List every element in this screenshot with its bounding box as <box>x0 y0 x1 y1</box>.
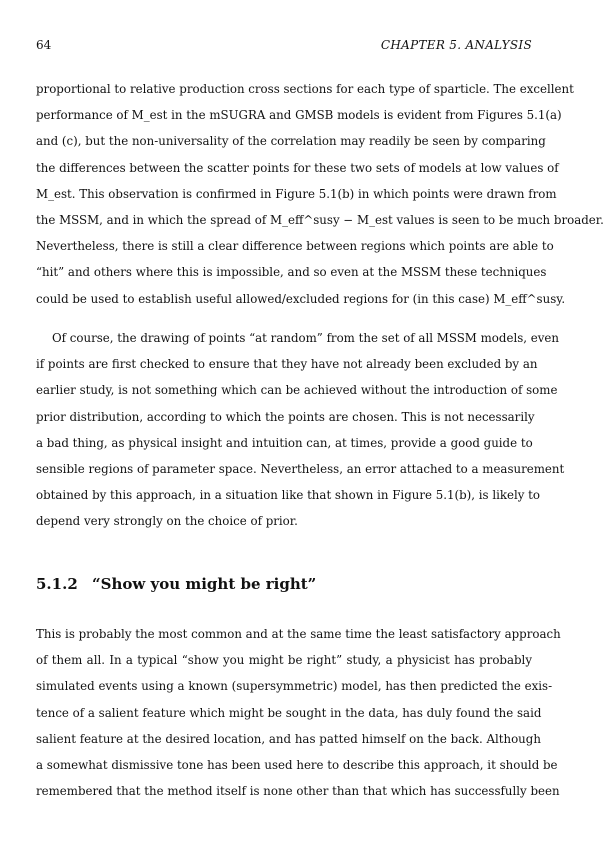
page-header <box>36 38 532 56</box>
text-line: the MSSM, and in which the spread of M_eff^susy − M_est values is seen to be much broader. <box>36 212 604 227</box>
text-line: could be used to establish useful allowed/excluded regions for (in this case) M_eff^susy. <box>36 291 566 306</box>
section-title: “Show you might be right” <box>92 575 317 593</box>
page-number: 64 <box>36 38 52 52</box>
text-line: Of course, the drawing of points “at random” from the set of all MSSM models, even <box>52 331 559 345</box>
text-line: This is probably the most common and at the same time the least satisfactory approach <box>36 627 561 641</box>
text-line: the differences between the scatter points for these two sets of models at low values of <box>36 160 559 175</box>
text-line: simulated events using a known (supersymmetric) model, has then predicted the exis- <box>36 679 553 694</box>
text-line: Nevertheless, there is still a clear difference between regions which points are able to <box>36 239 554 254</box>
text-line: tence of a salient feature which might be sought in the data, has duly found the said <box>36 705 542 720</box>
text-line: performance of M_est in the mSUGRA and GMSB models is evident from Figures 5.1(a) <box>36 108 562 123</box>
text-line: M_est. This observation is confirmed in Figure 5.1(b) in which points were drawn from <box>36 186 557 201</box>
text-line: obtained by this approach, in a situation like that shown in Figure 5.1(b), is likely to <box>36 488 541 503</box>
section-heading <box>36 574 532 593</box>
text-line: proportional to relative production cross sections for each type of sparticle. The excellent <box>36 82 574 96</box>
text-line: “hit” and others where this is impossible, and so even at the MSSM these techniques <box>36 265 547 280</box>
text-line: salient feature at the desired location, and has patted himself on the back. Although <box>36 731 541 746</box>
paragraph-3 <box>36 621 561 804</box>
text-line: if points are first checked to ensure that they have not already been excluded by an <box>36 357 538 372</box>
text-line: sensible regions of parameter space. Nevertheless, an error attached to a measurement <box>36 461 565 476</box>
text-line: and (c), but the non-universality of the correlation may readily be seen by comparing <box>36 134 546 149</box>
running-chapter-title: CHAPTER 5. ANALYSIS <box>380 38 532 52</box>
text-line: a bad thing, as physical insight and intuition can, at times, provide a good guide to <box>36 435 533 450</box>
paragraph-1 <box>36 76 604 312</box>
text-line: earlier study, is not something which can be achieved without the introduction of some <box>36 383 558 398</box>
text-line: remembered that the method itself is none other than that which has successfully been <box>36 784 560 799</box>
section-number: 5.1.2 <box>36 575 78 593</box>
text-line: depend very strongly on the choice of prior. <box>36 514 298 529</box>
text-line: of them all. In a typical “show you might be right” study, a physicist has probably <box>36 653 532 668</box>
text-line: prior distribution, according to which the points are chosen. This is not necessarily <box>36 409 535 424</box>
paragraph-2 <box>36 325 565 535</box>
text-line: a somewhat dismissive tone has been used here to describe this approach, it should be <box>36 757 558 772</box>
